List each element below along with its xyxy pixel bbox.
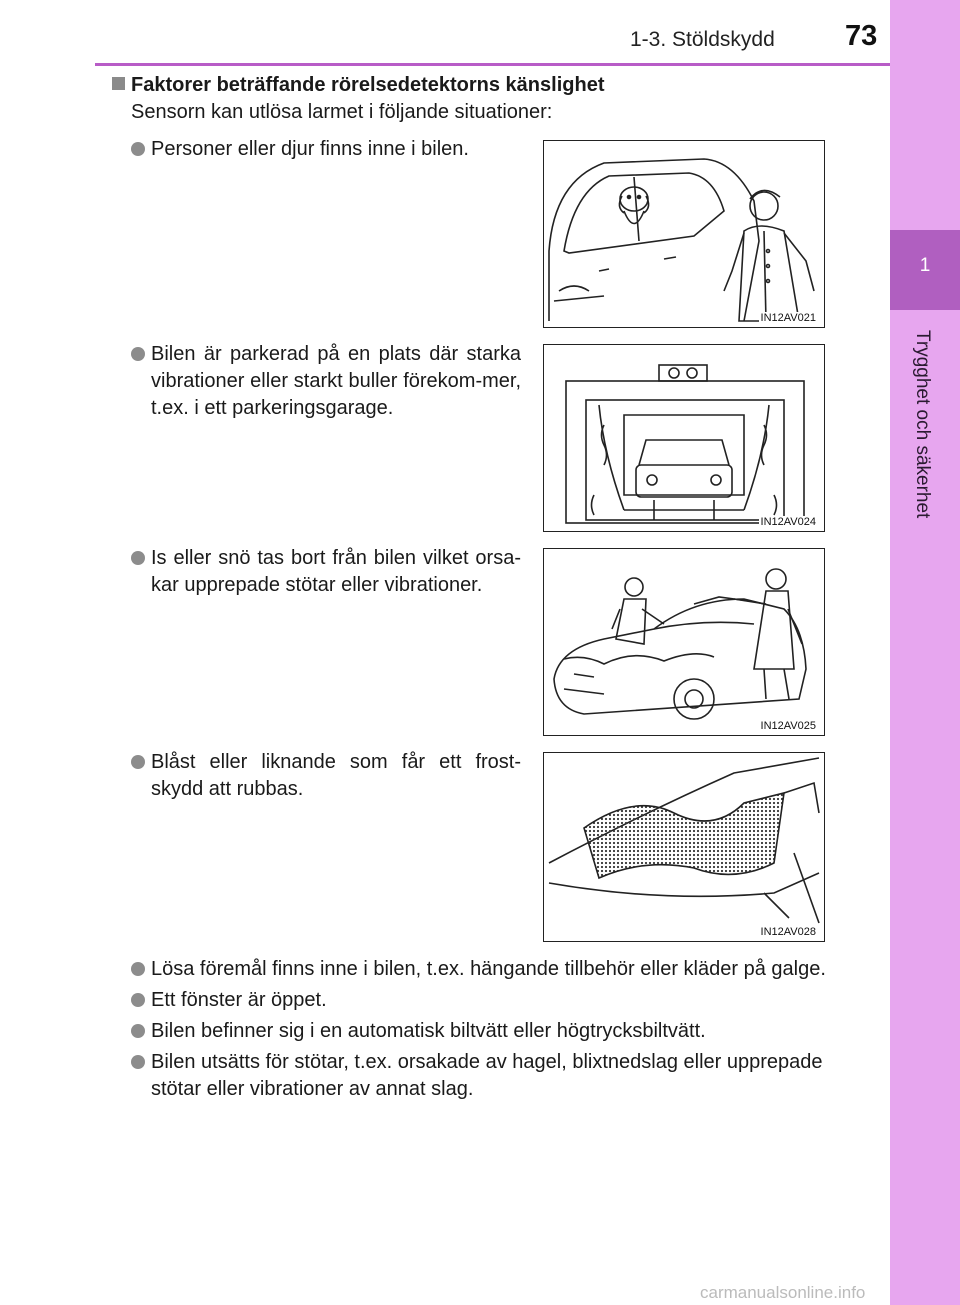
bullet-icon [131, 962, 145, 976]
chapter-title: Trygghet och säkerhet [912, 330, 933, 519]
list-item [131, 136, 521, 163]
figure-parking-garage [543, 344, 825, 532]
list-item-text: Bilen är parkerad på en plats där starka vibrationer eller starkt buller förekom-mer, t.ex. i ett parkeringsgarage. [151, 343, 521, 419]
list-item [131, 749, 521, 803]
parking-garage-illustration-icon [544, 345, 824, 531]
header-divider [95, 63, 890, 66]
bullet-icon [131, 347, 145, 361]
list-item [131, 956, 871, 983]
section-intro: Sensorn kan utlösa larmet i följande situationer: [131, 101, 553, 123]
square-bullet-icon [112, 77, 125, 90]
frost-cover-illustration-icon [544, 753, 824, 941]
section-heading [112, 74, 604, 97]
chapter-tab-strip [890, 0, 960, 1305]
person-dog-car-illustration-icon [544, 141, 824, 327]
list-item [131, 1049, 871, 1103]
list-item-text: Lösa föremål finns inne i bilen, t.ex. hängande tillbehör eller kläder på galge. [151, 958, 826, 980]
list-item [131, 987, 871, 1014]
figure-code: IN12AV024 [760, 516, 816, 528]
list-item-text: Personer eller djur finns inne i bilen. [151, 138, 469, 160]
watermark: carmanualsonline.info [700, 1283, 866, 1302]
figure-person-dog-car [543, 140, 825, 328]
section-heading-text: Faktorer beträffande rörelsedetektorns känslighet [131, 74, 605, 96]
bullet-icon [131, 993, 145, 1007]
figure-frost-cover [543, 752, 825, 942]
bullet-icon [131, 551, 145, 565]
figure-code: IN12AV021 [760, 312, 816, 324]
bullet-icon [131, 142, 145, 156]
list-item [131, 341, 521, 422]
figure-snow-removal [543, 548, 825, 736]
list-item-text: Blåst eller liknande som får ett frost-skydd att rubbas. [151, 751, 521, 800]
bullet-icon [131, 1055, 145, 1069]
list-item-text: Is eller snö tas bort från bilen vilket orsa-kar upprepade stötar eller vibrationer. [151, 547, 521, 596]
chapter-number: 1 [919, 255, 931, 276]
list-item [131, 545, 521, 599]
section-title: 1-3. Stöldskydd [630, 28, 775, 51]
bullet-icon [131, 755, 145, 769]
list-item-text: Bilen befinner sig i en automatisk biltvätt eller högtrycksbiltvätt. [151, 1020, 706, 1042]
list-item-text: Bilen utsätts för stötar, t.ex. orsakade av hagel, blixtnedslag eller upprepade stötar eller vibrationer av annat slag. [151, 1051, 823, 1100]
page-number: 73 [845, 20, 878, 52]
snow-removal-illustration-icon [544, 549, 824, 735]
list-item [131, 1018, 871, 1045]
figure-code: IN12AV025 [760, 720, 816, 732]
bullet-icon [131, 1024, 145, 1038]
figure-code: IN12AV028 [760, 926, 816, 938]
list-item-text: Ett fönster är öppet. [151, 989, 327, 1011]
